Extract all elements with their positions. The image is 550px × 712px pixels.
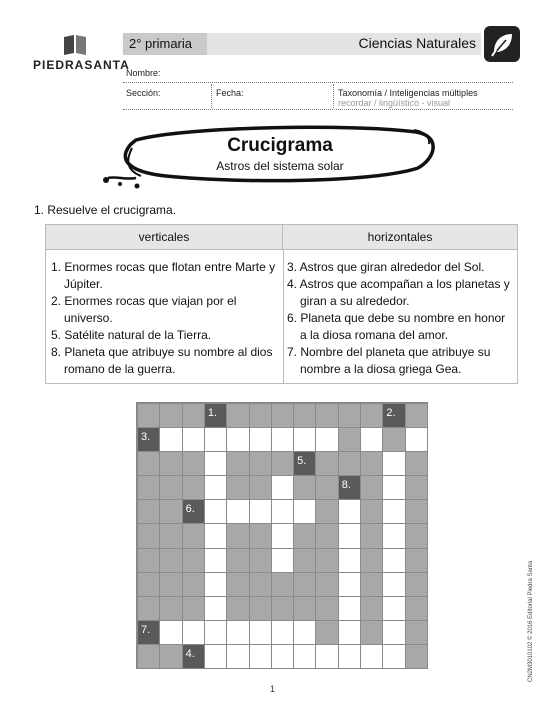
answer-cell[interactable] xyxy=(293,644,316,669)
instruction: 1. Resuelve el crucigrama. xyxy=(34,203,177,217)
blocked-cell xyxy=(293,572,316,597)
blocked-cell xyxy=(293,596,316,621)
clue-number-cell xyxy=(338,475,361,500)
answer-cell[interactable] xyxy=(293,427,316,452)
taxonomy-values: recordar / lingüístico - visual xyxy=(338,98,451,108)
blocked-cell xyxy=(226,596,249,621)
clue-number-cell xyxy=(182,499,205,524)
answer-cell[interactable] xyxy=(382,572,405,597)
blocked-cell xyxy=(405,548,428,573)
blocked-cell xyxy=(405,499,428,524)
answer-cell[interactable] xyxy=(226,427,249,452)
clue-item: 4. Astros que acompañan a los planetas y giran a su alrededor. xyxy=(287,277,510,308)
answer-cell[interactable] xyxy=(293,499,316,524)
blocked-cell xyxy=(271,572,294,597)
answer-cell[interactable] xyxy=(204,451,227,476)
answer-cell[interactable] xyxy=(249,644,272,669)
worksheet-subtitle: Astros del sistema solar xyxy=(216,159,344,173)
blocked-cell xyxy=(182,596,205,621)
blocked-cell xyxy=(159,523,182,548)
answer-cell[interactable] xyxy=(382,620,405,645)
blocked-cell xyxy=(360,451,383,476)
blocked-cell xyxy=(137,572,160,597)
blocked-cell xyxy=(137,644,160,669)
subject-title: Ciencias Naturales xyxy=(358,35,476,51)
answer-cell[interactable] xyxy=(204,596,227,621)
blocked-cell xyxy=(405,451,428,476)
answer-cell[interactable] xyxy=(204,620,227,645)
answer-cell[interactable] xyxy=(249,427,272,452)
answer-cell[interactable] xyxy=(405,427,428,452)
date-label: Fecha: xyxy=(216,88,244,98)
answer-cell[interactable] xyxy=(159,620,182,645)
blocked-cell xyxy=(360,499,383,524)
answer-cell[interactable] xyxy=(293,620,316,645)
blocked-cell xyxy=(159,548,182,573)
clue-number: 4. xyxy=(185,647,195,660)
answer-cell[interactable] xyxy=(382,475,405,500)
blocked-cell xyxy=(382,427,405,452)
blocked-cell xyxy=(226,475,249,500)
blocked-cell xyxy=(293,523,316,548)
crossword-grid xyxy=(136,402,428,669)
blocked-cell xyxy=(360,572,383,597)
blocked-cell xyxy=(182,451,205,476)
answer-cell[interactable] xyxy=(226,499,249,524)
blocked-cell xyxy=(249,451,272,476)
blocked-cell xyxy=(360,523,383,548)
blocked-cell xyxy=(271,403,294,428)
blocked-cell xyxy=(405,403,428,428)
blocked-cell xyxy=(137,451,160,476)
blocked-cell xyxy=(249,403,272,428)
clue-number: 6. xyxy=(185,503,195,516)
clue-number-cell xyxy=(137,427,160,452)
answer-cell[interactable] xyxy=(338,620,361,645)
blocked-cell xyxy=(226,572,249,597)
answer-cell[interactable] xyxy=(338,596,361,621)
answer-cell[interactable] xyxy=(204,523,227,548)
worksheet-title: Crucigrama xyxy=(227,135,333,156)
blocked-cell xyxy=(405,620,428,645)
blocked-cell xyxy=(159,596,182,621)
vertical-clues xyxy=(51,259,276,378)
clue-number-cell xyxy=(137,620,160,645)
answer-cell[interactable] xyxy=(360,427,383,452)
blocked-cell xyxy=(137,499,160,524)
clue-item: 5. Satélite natural de la Tierra. xyxy=(51,328,212,342)
blocked-cell xyxy=(226,548,249,573)
blocked-cell xyxy=(271,451,294,476)
blocked-cell xyxy=(226,523,249,548)
answer-cell[interactable] xyxy=(182,427,205,452)
clue-number-cell xyxy=(382,403,405,428)
blocked-cell xyxy=(360,548,383,573)
blocked-cell xyxy=(137,596,160,621)
answer-cell[interactable] xyxy=(271,620,294,645)
clues-divider xyxy=(283,250,284,383)
answer-cell[interactable] xyxy=(249,620,272,645)
clue-number-cell xyxy=(293,451,316,476)
blocked-cell xyxy=(249,572,272,597)
blocked-cell xyxy=(271,596,294,621)
answer-cell[interactable] xyxy=(226,620,249,645)
section-label: Sección: xyxy=(126,88,161,98)
blocked-cell xyxy=(338,403,361,428)
section-line xyxy=(123,109,513,110)
clue-number-cell xyxy=(204,403,227,428)
clue-item: 8. Planeta que atribuye su nombre al dios romano de la guerra. xyxy=(51,345,273,376)
blocked-cell xyxy=(159,644,182,669)
blocked-cell xyxy=(249,596,272,621)
clue-number: 3. xyxy=(141,431,151,444)
leaf-icon xyxy=(484,26,520,62)
blocked-cell xyxy=(182,475,205,500)
answer-cell[interactable] xyxy=(382,644,405,669)
blocked-cell xyxy=(226,451,249,476)
answer-cell[interactable] xyxy=(204,499,227,524)
answer-cell[interactable] xyxy=(271,644,294,669)
answer-cell[interactable] xyxy=(204,427,227,452)
horizontal-clues-header: horizontales xyxy=(283,225,517,250)
blocked-cell xyxy=(249,523,272,548)
answer-cell[interactable] xyxy=(382,451,405,476)
blocked-cell xyxy=(360,596,383,621)
clue-number: 8. xyxy=(341,479,351,492)
blocked-cell xyxy=(315,523,338,548)
blocked-cell xyxy=(182,548,205,573)
answer-cell[interactable] xyxy=(271,523,294,548)
clue-number: 2. xyxy=(386,407,396,419)
clue-number-cell xyxy=(182,644,205,669)
name-label: Nombre: xyxy=(126,68,161,78)
blocked-cell xyxy=(137,403,160,428)
blocked-cell xyxy=(315,451,338,476)
clue-item: 6. Planeta que debe su nombre en honor a la diosa romana del amor. xyxy=(287,311,506,342)
blocked-cell xyxy=(249,548,272,573)
answer-cell[interactable] xyxy=(382,596,405,621)
answer-cell[interactable] xyxy=(159,427,182,452)
blocked-cell xyxy=(405,572,428,597)
answer-cell[interactable] xyxy=(204,572,227,597)
blocked-cell xyxy=(182,523,205,548)
blocked-cell xyxy=(315,548,338,573)
answer-cell[interactable] xyxy=(338,572,361,597)
blocked-cell xyxy=(338,451,361,476)
clue-item: 3. Astros que giran alrededor del Sol. xyxy=(287,260,485,274)
answer-cell[interactable] xyxy=(249,499,272,524)
credit-text: CN2M3010102 © 2016 Editorial Piedra Santa xyxy=(528,560,534,682)
blocked-cell xyxy=(405,523,428,548)
answer-cell[interactable] xyxy=(382,499,405,524)
blocked-cell xyxy=(226,403,249,428)
blocked-cell xyxy=(405,644,428,669)
answer-cell[interactable] xyxy=(226,644,249,669)
blocked-cell xyxy=(182,403,205,428)
answer-cell[interactable] xyxy=(271,499,294,524)
blocked-cell xyxy=(338,427,361,452)
blocked-cell xyxy=(159,572,182,597)
name-line[interactable] xyxy=(123,82,513,83)
answer-cell[interactable] xyxy=(382,523,405,548)
answer-cell[interactable] xyxy=(315,644,338,669)
answer-cell[interactable] xyxy=(338,548,361,573)
blocked-cell xyxy=(360,403,383,428)
taxonomy-label: Taxonomía / Inteligencias múltiples xyxy=(338,88,478,98)
blocked-cell xyxy=(315,596,338,621)
blocked-cell xyxy=(405,596,428,621)
clue-item: 2. Enormes rocas que viajan por el universo. xyxy=(51,294,237,325)
clue-number: 5. xyxy=(297,455,307,468)
answer-cell[interactable] xyxy=(271,548,294,573)
publisher-logo-text: PIEDRASANTA xyxy=(33,58,130,72)
blocked-cell xyxy=(137,548,160,573)
answer-cell[interactable] xyxy=(338,523,361,548)
blocked-cell xyxy=(249,475,272,500)
answer-cell[interactable] xyxy=(271,427,294,452)
blocked-cell xyxy=(315,620,338,645)
blocked-cell xyxy=(360,620,383,645)
clue-item: 7. Nombre del planeta que atribuye su nombre a la diosa griega Gea. xyxy=(287,345,491,376)
blocked-cell xyxy=(315,499,338,524)
blocked-cell xyxy=(405,475,428,500)
field-divider xyxy=(211,84,212,108)
grade-label: 2° primaria xyxy=(129,36,192,51)
answer-cell[interactable] xyxy=(338,499,361,524)
book-logo-icon xyxy=(62,33,88,55)
answer-cell[interactable] xyxy=(204,644,227,669)
blocked-cell xyxy=(182,572,205,597)
blocked-cell xyxy=(159,475,182,500)
blocked-cell xyxy=(159,451,182,476)
answer-cell[interactable] xyxy=(382,548,405,573)
clue-number: 1. xyxy=(207,407,218,419)
blocked-cell xyxy=(293,403,316,428)
vertical-clues-header: verticales xyxy=(46,225,283,250)
blocked-cell xyxy=(293,475,316,500)
answer-cell[interactable] xyxy=(338,644,361,669)
answer-cell[interactable] xyxy=(360,644,383,669)
page-number: 1 xyxy=(270,684,276,694)
blocked-cell xyxy=(315,403,338,428)
answer-cell[interactable] xyxy=(315,427,338,452)
blocked-cell xyxy=(315,475,338,500)
blocked-cell xyxy=(315,572,338,597)
blocked-cell xyxy=(159,403,182,428)
blocked-cell xyxy=(137,523,160,548)
answer-cell[interactable] xyxy=(182,620,205,645)
answer-cell[interactable] xyxy=(204,548,227,573)
blocked-cell xyxy=(137,475,160,500)
answer-cell[interactable] xyxy=(204,475,227,500)
blocked-cell xyxy=(360,475,383,500)
blocked-cell xyxy=(159,499,182,524)
clue-number: 7. xyxy=(141,623,151,636)
clue-item: 1. Enormes rocas que flotan entre Marte y Júpiter. xyxy=(51,260,276,291)
horizontal-clues xyxy=(287,259,515,378)
blocked-cell xyxy=(293,548,316,573)
field-divider xyxy=(333,84,334,108)
clues-table xyxy=(45,224,518,384)
answer-cell[interactable] xyxy=(271,475,294,500)
